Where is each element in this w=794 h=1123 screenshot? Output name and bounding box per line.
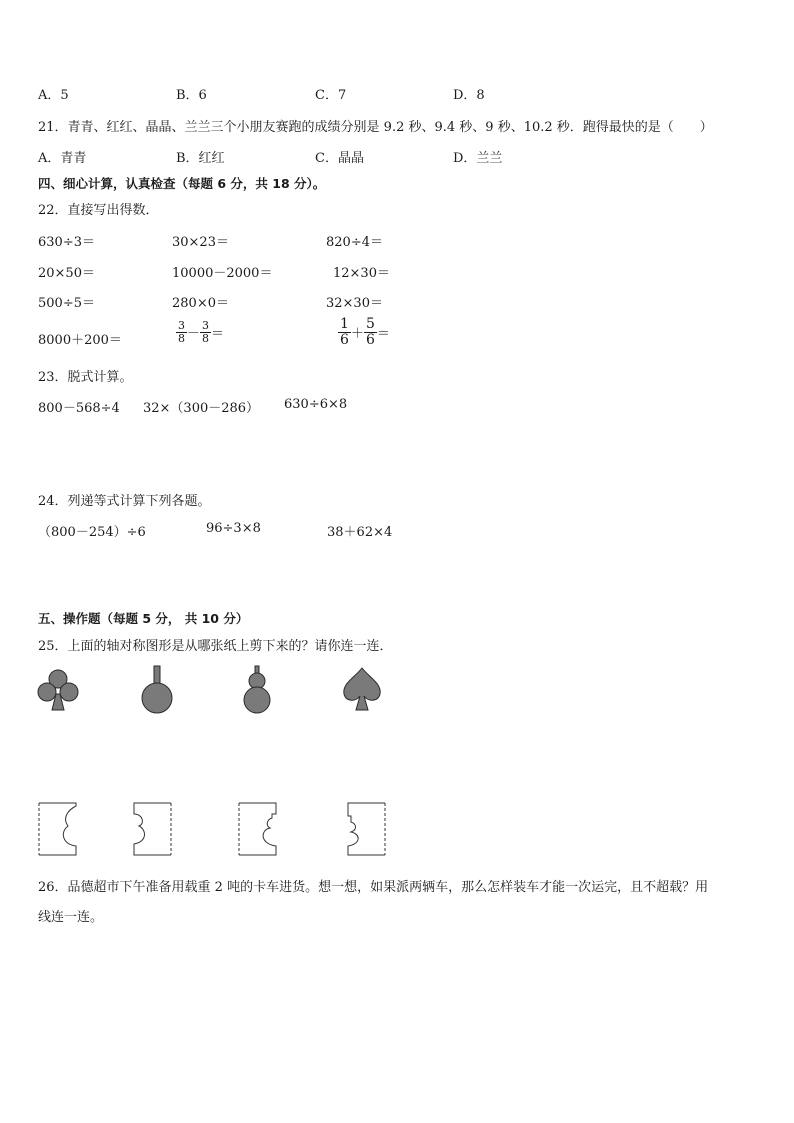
q20-option-a: A．5	[38, 88, 69, 103]
q21-option-b: B．红红	[176, 151, 225, 166]
q22-item: 12×30＝	[333, 266, 390, 281]
q25-stem: 25．上面的轴对称图形是从哪张纸上剪下来的？请你连一连．	[38, 639, 393, 654]
q21-stem: 21．青青、红红、晶晶、兰兰三个小朋友赛跑的成绩分别是 9.2 秒、9.4 秒、9 秒、10.2 秒．跑得最快的是（ ）	[38, 120, 713, 135]
gourd-shape	[240, 664, 274, 716]
q26-stem-line2: 线连一连。	[38, 910, 104, 925]
q22-item: 500÷5＝	[38, 296, 95, 311]
section4-heading: 四、细心计算，认真检查（每题 6 分，共 18 分）。	[38, 176, 326, 191]
section5-heading: 五、操作题（每题 5 分， 共 10 分）	[38, 611, 249, 626]
club-shape	[36, 668, 80, 714]
q22-item: 280×0＝	[172, 296, 229, 311]
q26-stem-line1: 26．品德超市下午准备用载重 2 吨的卡车进货。想一想，如果派两辆车，那么怎样装车才能一次运完，且不超载？用	[38, 880, 709, 895]
q22-item: 20×50＝	[38, 266, 95, 281]
q23-item: 32×（300－286）	[143, 401, 260, 416]
bottle-shape	[140, 664, 174, 716]
q22-item: 630÷3＝	[38, 235, 95, 250]
q22-item: 30×23＝	[172, 235, 229, 250]
q22-item: 10000－2000＝	[172, 266, 273, 281]
q21-option-a: A．青青	[38, 151, 87, 166]
q21-option-c: C．晶晶	[315, 151, 364, 166]
folded-paper-1	[38, 802, 78, 856]
q23-item: 630÷6×8	[284, 397, 348, 412]
spade-shape	[340, 666, 384, 714]
q24-stem: 24．列递等式计算下列各题。	[38, 494, 211, 509]
q22-fraction-expression-1: $\frac{3}{8}$ － $\frac{3}{8}$ ＝	[178, 319, 225, 345]
q22-item: 820÷4＝	[326, 235, 383, 250]
q24-item: （800－254）÷6	[38, 525, 146, 540]
folded-paper-3	[238, 802, 278, 856]
q24-item: 38＋62×4	[327, 525, 393, 540]
q22-fraction-expression-2: $\frac{1}{6}$ ＋ $\frac{5}{6}$ ＝	[340, 316, 390, 348]
q20-option-d: D．8	[453, 88, 485, 103]
q22-item: 8000＋200＝	[38, 333, 122, 348]
q22-stem: 22．直接写出得数．	[38, 203, 159, 218]
q24-item: 96÷3×8	[206, 521, 261, 536]
q22-item: 32×30＝	[326, 296, 383, 311]
q20-option-c: C．7	[315, 88, 347, 103]
folded-paper-2	[133, 802, 173, 856]
q23-item: 800－568÷4	[38, 401, 120, 416]
folded-paper-4	[347, 802, 387, 856]
q20-option-b: B．6	[176, 88, 207, 103]
q21-option-d: D．兰兰	[453, 151, 503, 166]
q23-stem: 23．脱式计算。	[38, 370, 133, 385]
